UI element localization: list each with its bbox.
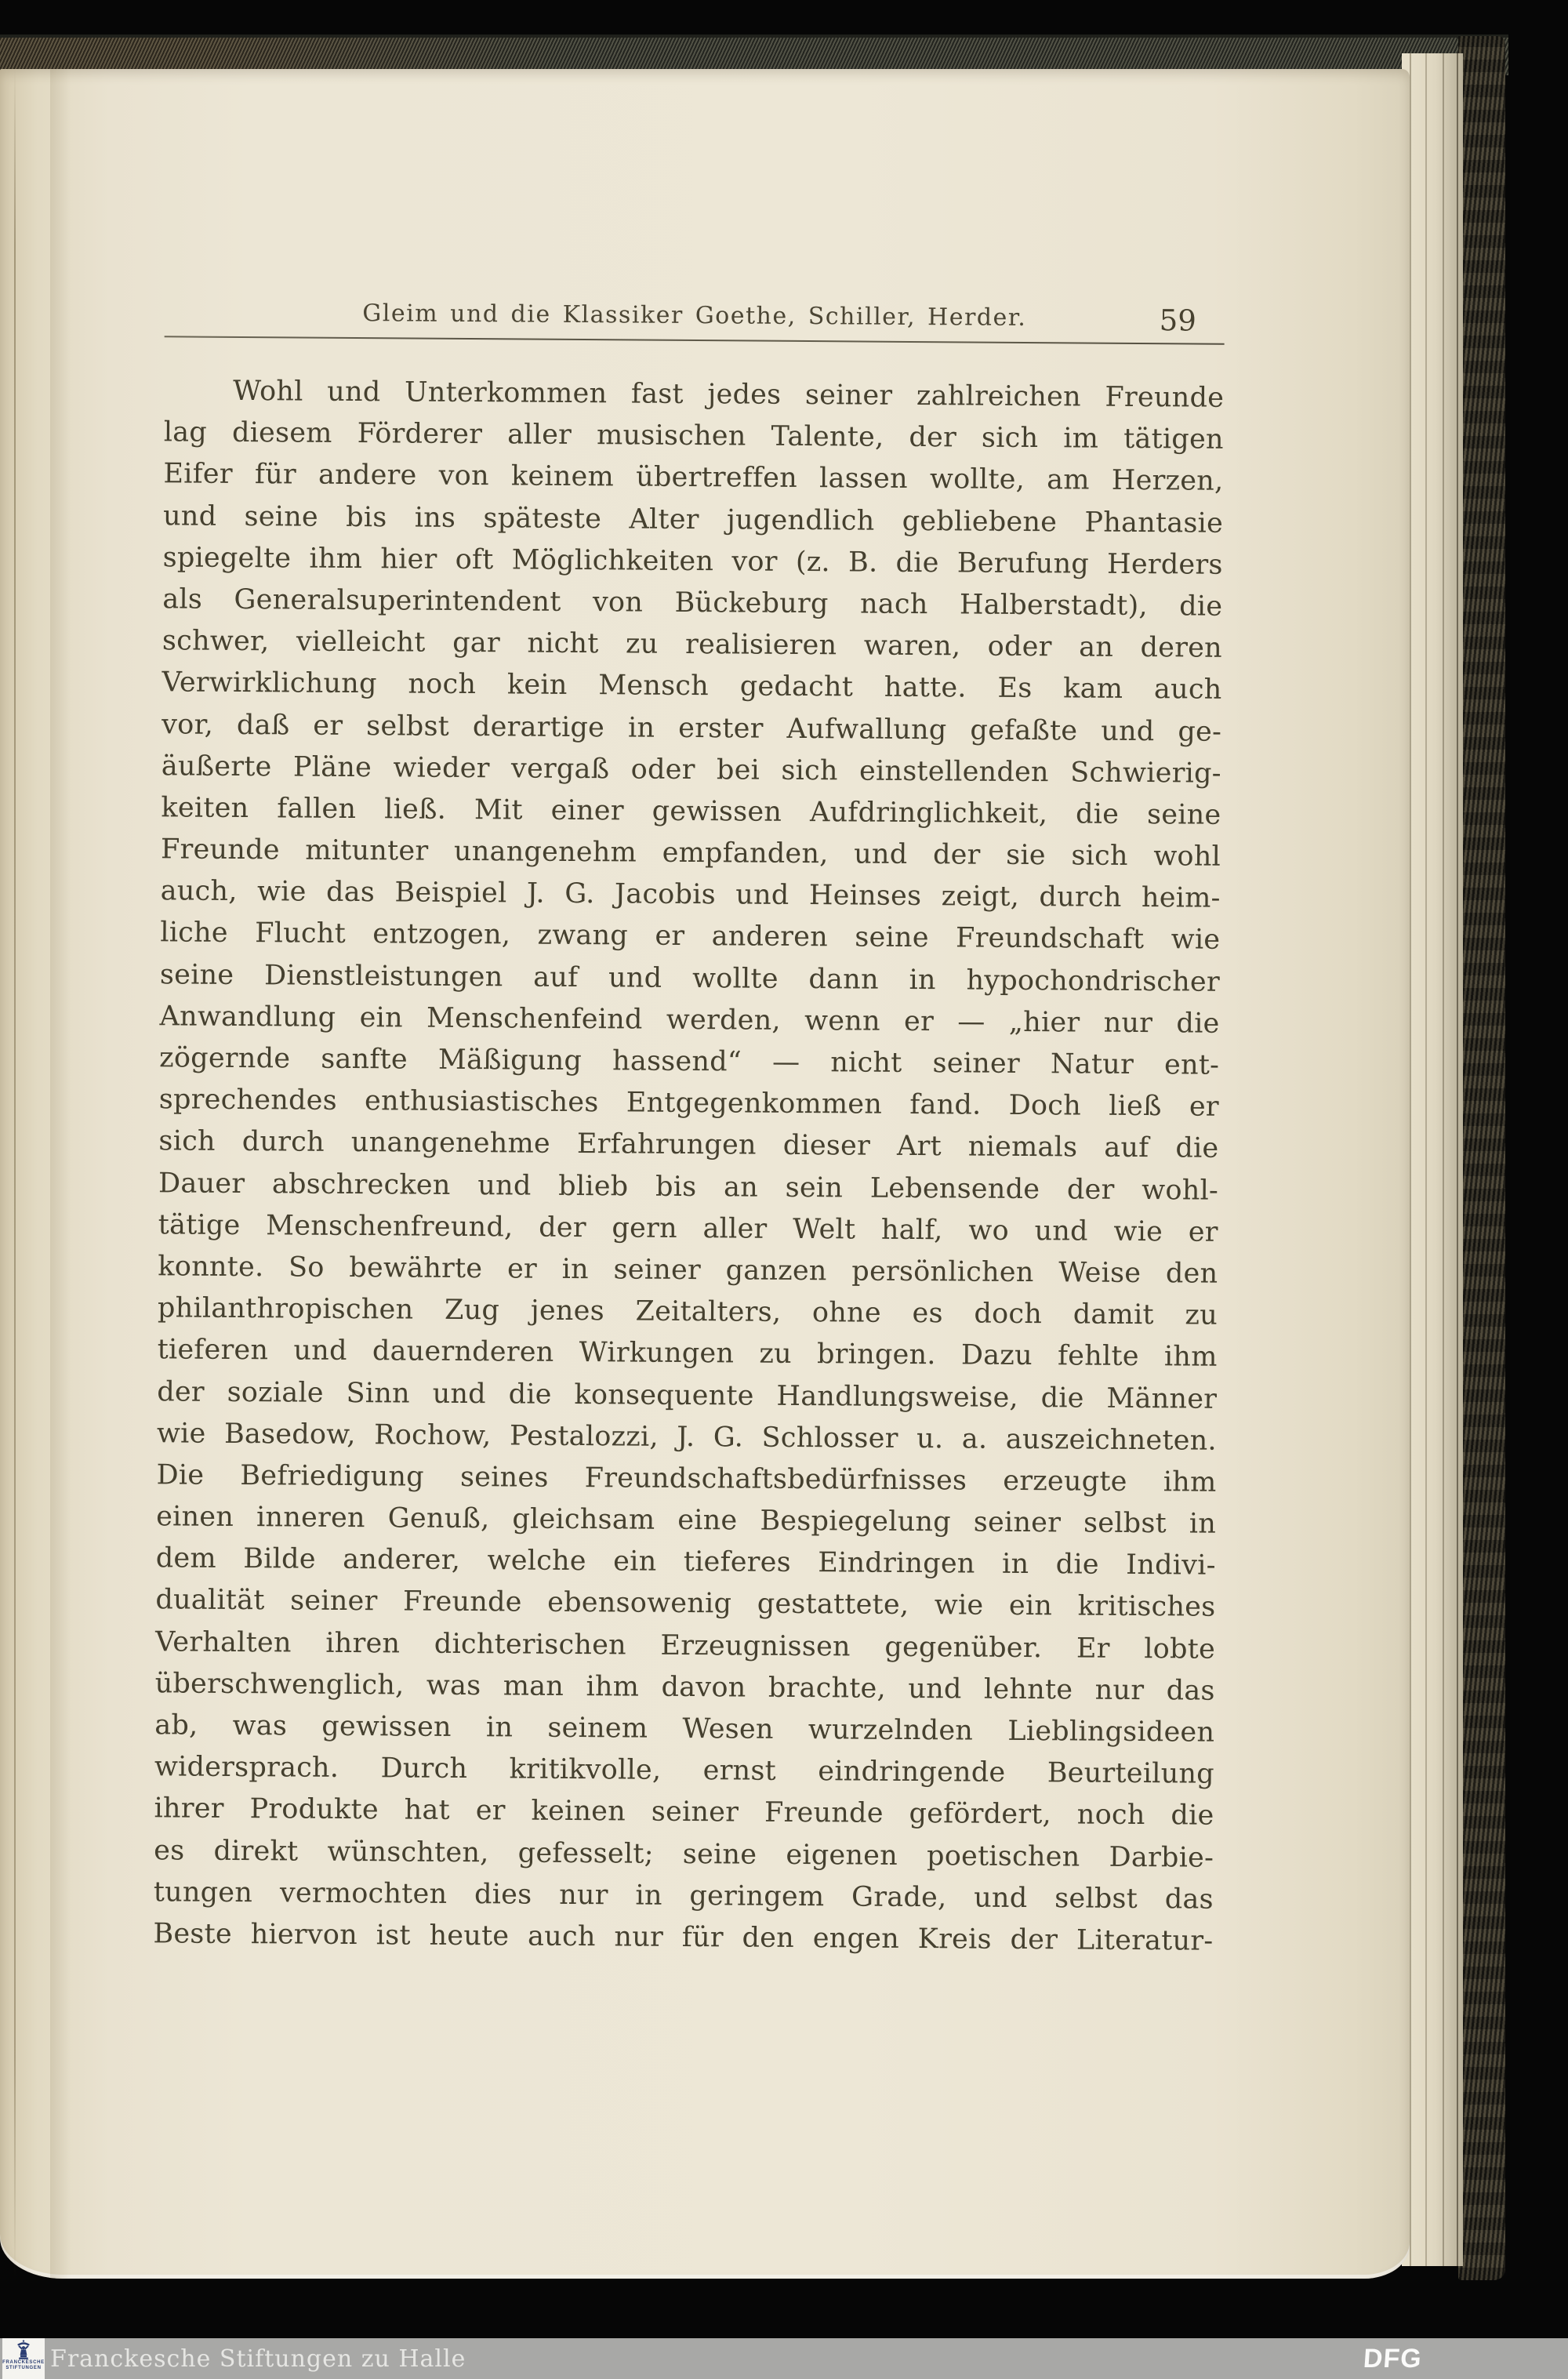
- text-line: Verwirklichung noch kein Mensch gedacht hatte. Es kam auch: [162, 666, 1222, 706]
- text-line: äußerte Pläne wieder vergaß oder bei sich einstellenden Schwierig-: [161, 750, 1221, 790]
- text-line: Dauer abschrecken und blieb bis an sein Lebensende der wohl-: [158, 1167, 1219, 1207]
- text-line: einen inneren Genuß, gleichsam eine Bespiegelung seiner selbst in: [156, 1501, 1217, 1540]
- text-line: und seine bis ins späteste Alter jugendlich gebliebene Phantasie: [162, 499, 1224, 539]
- institution-label: Franckesche Stiftungen zu Halle: [50, 2344, 466, 2373]
- text-line: es direkt wünschten, gefesselt; seine eigenen poetischen Darbie-: [154, 1834, 1214, 1874]
- text-line: tieferen und dauernderen Wirkungen zu bringen. Dazu fehlte ihm: [157, 1334, 1218, 1374]
- book-cover-right-edge: [1458, 36, 1505, 2280]
- text-line: Verhalten ihren dichterischen Erzeugnissen gegenüber. Er lobte: [154, 1625, 1216, 1665]
- page-content: [153, 298, 1225, 1963]
- text-line: spiegelte ihm hier oft Möglichkeiten vor (z. B. die Berufung Herders: [162, 542, 1223, 581]
- text-line: sich durch unangenehme Erfahrungen dieser Art niemals auf die: [158, 1125, 1219, 1165]
- text-line: dualität seiner Freunde ebensowenig gestattete, wie ein kritisches: [155, 1584, 1216, 1624]
- dfg-logo: DFG: [1362, 2343, 1424, 2374]
- body-text: [153, 370, 1224, 1963]
- text-line: Anwandlung ein Menschenfeind werden, wenn er — „hier nur die: [159, 1001, 1220, 1040]
- text-line: sprechendes enthusiastisches Entgegenkommen fand. Doch ließ er: [158, 1084, 1219, 1123]
- franckesche-stiftungen-logo: [2, 2338, 45, 2379]
- text-line: schwer, vielleicht gar nicht zu realisieren waren, oder an deren: [162, 625, 1223, 664]
- text-line: Wohl und Unterkommen fast jedes seiner zahlreichen Freunde: [233, 375, 1225, 414]
- logo-caption-line2: STIFTUNGEN: [5, 2366, 42, 2370]
- text-line: ihrer Produkte hat er keinen seiner Freunde gefördert, noch die: [154, 1792, 1214, 1832]
- text-line: widersprach. Durch kritikvolle, ernst eindringende Beurteilung: [154, 1751, 1215, 1790]
- text-line: Eifer für andere von keinem übertreffen lassen wollte, am Herzen,: [163, 458, 1224, 498]
- text-line: Beste hiervon ist heute auch nur für den engen Kreis der Literatur-: [153, 1918, 1214, 1957]
- text-line: vor, daß er selbst derartige in erster Aufwallung gefaßte und ge-: [162, 708, 1222, 748]
- text-line: tungen vermochten dies nur in geringem Grade, und selbst das: [153, 1876, 1214, 1916]
- francke-statue-icon: [14, 2340, 33, 2360]
- text-line: philanthropischen Zug jenes Zeitalters, ohne es doch damit zu: [157, 1292, 1218, 1331]
- text-line: wie Basedow, Rochow, Pestalozzi, J. G. Schlosser u. a. auszeichneten.: [156, 1417, 1218, 1457]
- logo-caption-line1: FRANCKESCHE: [2, 2360, 45, 2365]
- page-gutter-crease: [14, 69, 16, 2279]
- text-line: zögernde sanfte Mäßigung hassend“ — nicht seiner Natur ent-: [159, 1042, 1220, 1081]
- text-line: tätige Menschenfreund, der gern aller Welt half, wo und wie er: [158, 1209, 1218, 1248]
- text-line: dem Bilde anderer, welche ein tieferes Eindringen in die Indivi-: [155, 1542, 1216, 1582]
- text-line: seine Dienstleistungen auf und wollte dann in hypochondrischer: [159, 958, 1221, 998]
- text-line: auch, wie das Beispiel J. G. Jacobis und Heinses zeigt, durch heim-: [160, 875, 1221, 914]
- text-line: als Generalsuperintendent von Bückeburg nach Halberstadt), die: [162, 583, 1223, 623]
- text-line: konnte. So bewährte er in seiner ganzen persönlichen Weise den: [158, 1251, 1218, 1290]
- text-line: liche Flucht entzogen, zwang er anderen seine Freundschaft wie: [160, 917, 1221, 957]
- page-gutter-shadow: [50, 69, 71, 2279]
- text-line: der soziale Sinn und die konsequente Handlungsweise, die Männer: [157, 1375, 1218, 1415]
- text-line: lag diesem Förderer aller musischen Talente, der sich im tätigen: [163, 416, 1224, 456]
- text-line: keiten fallen ließ. Mit einer gewissen Aufdringlichkeit, die seine: [161, 792, 1221, 831]
- page-stack-edges: [1402, 53, 1463, 2266]
- book-page: [0, 69, 1410, 2279]
- text-line: überschwenglich, was man ihm davon brachte, und lehnte nur das: [154, 1668, 1215, 1707]
- text-line: ab, was gewissen in seinem Wesen wurzelnden Lieblingsideen: [154, 1709, 1215, 1749]
- page-header: [165, 298, 1225, 341]
- page-number: 59: [1159, 303, 1196, 338]
- running-title: Gleim und die Klassiker Goethe, Schiller, Herder.: [362, 300, 1027, 332]
- footer-bar: [0, 2338, 1568, 2379]
- text-line: Die Befriedigung seines Freundschaftsbedürfnisses erzeugte ihm: [156, 1459, 1217, 1498]
- text-line: Freunde mitunter unangenehm empfanden, und der sie sich wohl: [160, 834, 1221, 873]
